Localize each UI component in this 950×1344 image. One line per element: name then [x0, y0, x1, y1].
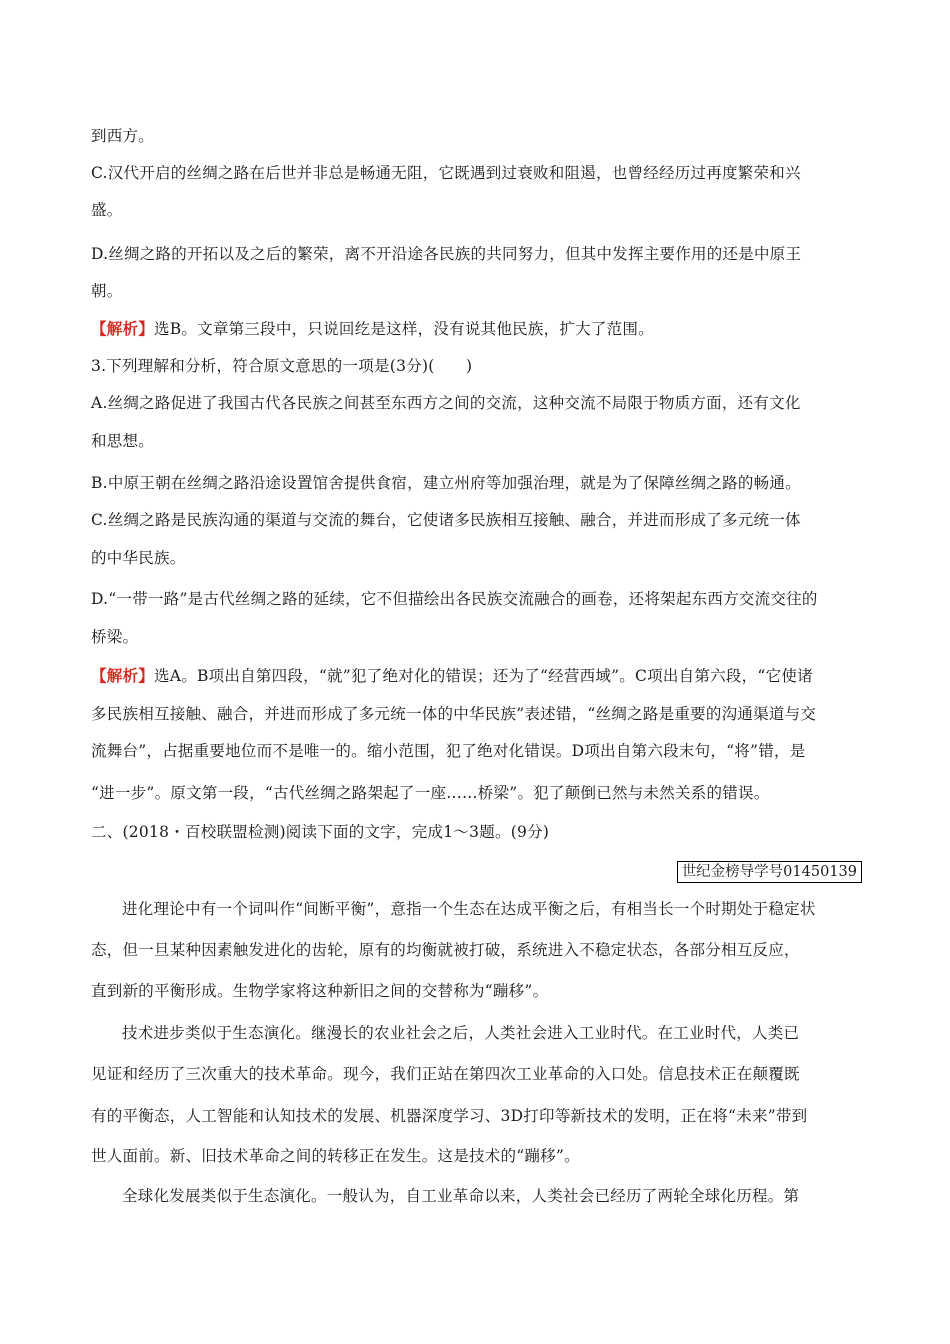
q2-option-d-line2: 朝。 — [91, 282, 123, 300]
q3-option-a-line1: A.丝绸之路促进了我国古代各民族之间甚至东西方之间的交流，这种交流不局限于物质方面，还有文化 — [91, 394, 801, 412]
q3-analysis-line1 — [91, 666, 813, 686]
q2-option-c-line1: C.汉代开启的丝绸之路在后世并非总是畅通无阻，它既遇到过衰败和阻遏，也曾经经历过再度繁荣和兴 — [91, 164, 801, 182]
q2-option-b-tail: 到西方。 — [91, 127, 155, 145]
study-code-box: 世纪金榜导学号01450139 — [677, 861, 862, 883]
q3-option-b-line1: B.中原王朝在丝绸之路沿途设置馆舍提供食宿，建立州府等加强治理，就是为了保障丝绸之路的畅通。 — [91, 474, 801, 492]
q3-analysis-line3: 流舞台”，占据重要地位而不是唯一的。缩小范围，犯了绝对化错误。D项出自第六段末句，“将”错，是 — [91, 742, 806, 760]
analysis-text: 选B。文章第三段中，只说回纥是这样，没有说其他民族，扩大了范围。 — [154, 320, 654, 338]
passage-p1-line2: 态，但一旦某种因素触发进化的齿轮，原有的均衡就被打破，系统进入不稳定状态，各部分相互反应， — [91, 941, 800, 959]
analysis-tag: 【解析】 — [91, 666, 155, 685]
passage-p1-line1: 进化理论中有一个词叫作“间断平衡”，意指一个生态在达成平衡之后，有相当长一个时期处于稳定状 — [122, 900, 816, 918]
q3-option-a-line2: 和思想。 — [91, 432, 155, 450]
q3-option-d-line1: D.“一带一路”是古代丝绸之路的延续，它不但描绘出各民族交流融合的画卷，还将架起东西方交流交往的 — [91, 590, 818, 608]
section-heading: 二、(2018・百校联盟检测)阅读下面的文字，完成1～3题。(9分) — [91, 823, 550, 841]
passage-p2-line4: 世人面前。新、旧技术革命之间的转移正在发生。这是技术的“蹦移”。 — [91, 1147, 580, 1165]
q3-option-c-line2: 的中华民族。 — [91, 549, 186, 567]
passage-p2-line3: 有的平衡态，人工智能和认知技术的发展、机器深度学习、3D打印等新技术的发明，正在将“未来”带到 — [91, 1107, 808, 1125]
analysis-tag: 【解析】 — [91, 319, 155, 338]
analysis-text: 选A。B项出自第四段，“就”犯了绝对化的错误；还为了“经营西域”。C项出自第六段，“它使诸 — [154, 667, 813, 685]
passage-p2-line1: 技术进步类似于生态演化。继漫长的农业社会之后，人类社会进入工业时代。在工业时代，人类已 — [122, 1024, 800, 1042]
q3-stem: 3.下列理解和分析，符合原文意思的一项是(3分)( ) — [91, 357, 473, 375]
q2-option-d-line1: D.丝绸之路的开拓以及之后的繁荣，离不开沿途各民族的共同努力，但其中发挥主要作用的还是中原王 — [91, 245, 802, 263]
q3-option-c-line1: C.丝绸之路是民族沟通的渠道与交流的舞台，它使诸多民族相互接触、融合，并进而形成了多元统一体 — [91, 511, 801, 529]
q2-option-c-line2: 盛。 — [91, 201, 123, 219]
q2-analysis — [91, 319, 654, 339]
q3-analysis-line4: “进一步”。原文第一段，“古代丝绸之路架起了一座……桥梁”。犯了颠倒已然与未然关系的错误。 — [91, 784, 770, 802]
passage-p1-line3: 直到新的平衡形成。生物学家将这种新旧之间的交替称为“蹦移”。 — [91, 982, 549, 1000]
passage-p3-line1: 全球化发展类似于生态演化。一般认为，自工业革命以来，人类社会已经历了两轮全球化历程。第 — [122, 1187, 800, 1205]
q3-analysis-line2: 多民族相互接触、融合，并进而形成了多元统一体的中华民族”表述错，“丝绸之路是重要的沟通渠道与交 — [91, 705, 817, 723]
q3-option-d-line2: 桥梁。 — [91, 628, 139, 646]
passage-p2-line2: 见证和经历了三次重大的技术革命。现今，我们正站在第四次工业革命的入口处。信息技术正在颠覆既 — [91, 1065, 800, 1083]
